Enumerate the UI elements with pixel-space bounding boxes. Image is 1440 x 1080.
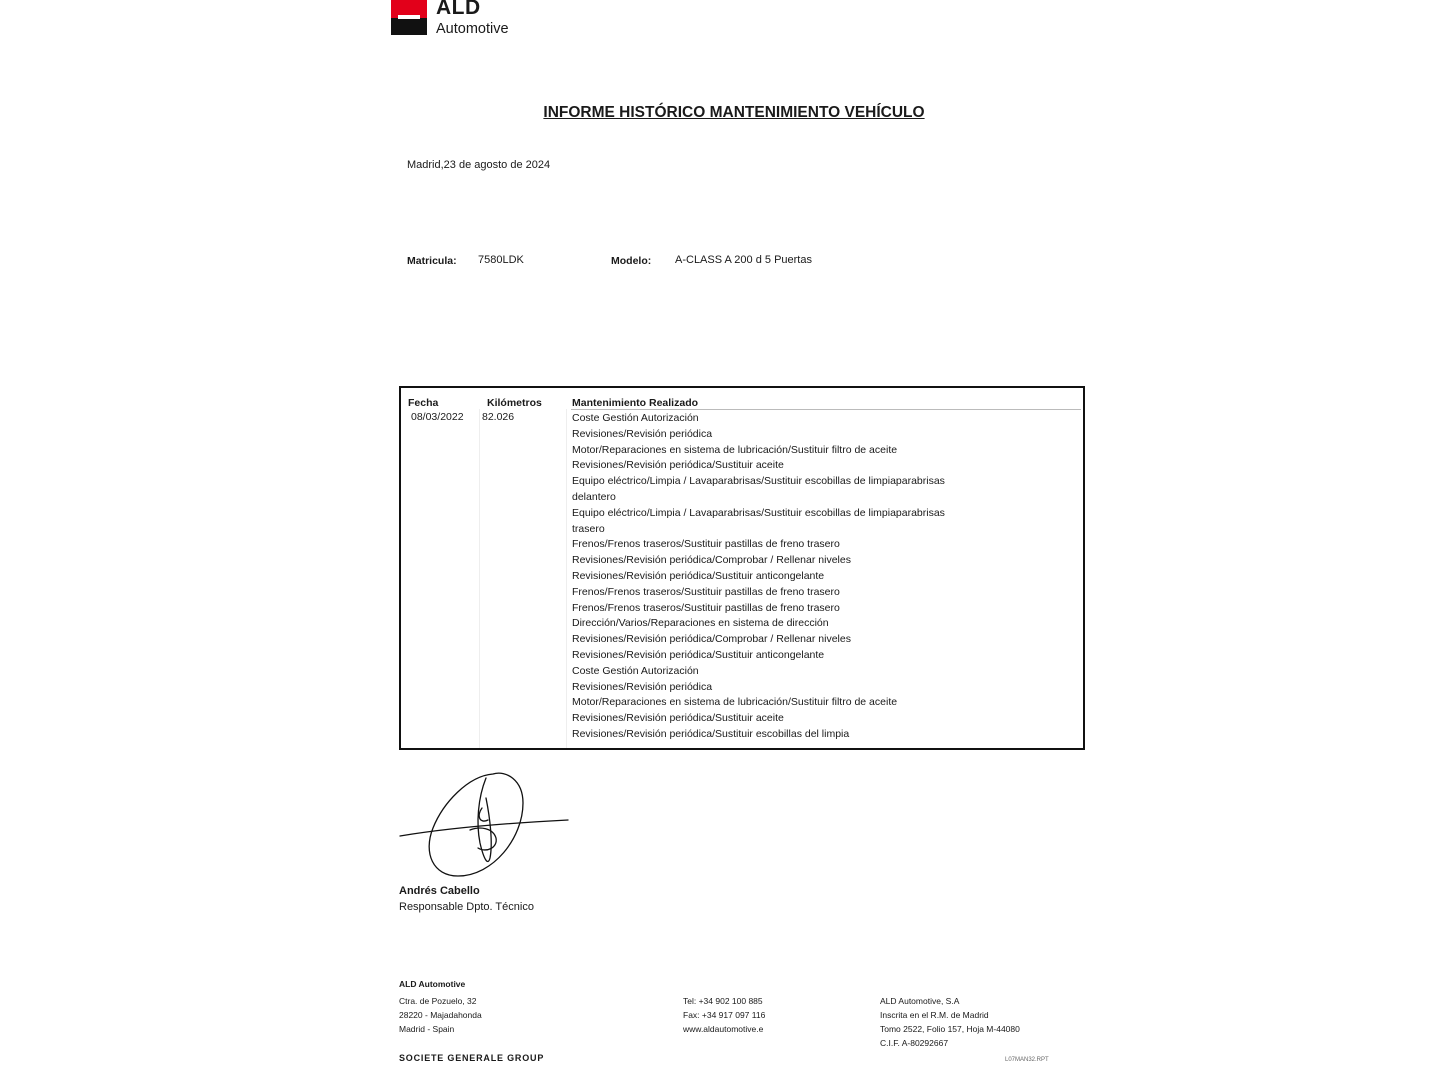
list-item: Dirección/Varios/Reparaciones en sistema de dirección [572, 617, 829, 630]
list-item: Equipo eléctrico/Limpia / Lavaparabrisas/Sustituir escobillas de limpiaparabrisas [572, 506, 945, 519]
model-label: Modelo: [611, 255, 652, 267]
ald-logo-mark [391, 0, 427, 35]
header-km: Kilómetros [487, 397, 542, 409]
list-item: Frenos/Frenos traseros/Sustituir pastillas de freno trasero [572, 585, 840, 598]
footer-phone: Tel: +34 902 100 885 [683, 996, 763, 1006]
footer-address [399, 994, 482, 1036]
footer-legal-line: C.I.F. A-80292667 [880, 1038, 949, 1048]
group-name: SOCIETE GENERALE GROUP [399, 1053, 545, 1063]
list-item: Motor/Reparaciones en sistema de lubricación/Sustituir filtro de aceite [572, 696, 898, 709]
signature-image [398, 768, 573, 883]
list-item: Revisiones/Revisión periódica/Comprobar / Rellenar niveles [572, 554, 851, 567]
list-item: delantero [572, 490, 616, 503]
list-item: Revisiones/Revisión periódica [572, 680, 713, 693]
logo-subtitle: Automotive [436, 21, 509, 37]
column-separator [479, 409, 480, 748]
signer-role: Responsable Dpto. Técnico [399, 901, 534, 913]
list-item: Revisiones/Revisión periódica/Sustituir aceite [572, 459, 784, 472]
list-item: Revisiones/Revisión periódica/Sustituir anticongelante [572, 648, 825, 661]
header-rule [571, 409, 1081, 410]
header-fecha: Fecha [408, 397, 439, 409]
list-item: trasero [572, 522, 605, 535]
footer-address-line: Madrid - Spain [399, 1024, 455, 1034]
footer-company: ALD Automotive [399, 979, 466, 989]
plate-label: Matricula: [407, 255, 457, 267]
list-item: Frenos/Frenos traseros/Sustituir pastillas de freno trasero [572, 601, 840, 614]
list-item: Equipo eléctrico/Limpia / Lavaparabrisas/Sustituir escobillas de limpiaparabrisas [572, 475, 945, 488]
footer-legal-line: Inscrita en el R.M. de Madrid [880, 1010, 989, 1020]
list-item: Coste Gestión Autorización [572, 664, 699, 677]
footer-website: www.aldautomotive.e [683, 1024, 764, 1034]
footer-fax: Fax: +34 917 097 116 [683, 1010, 766, 1020]
footer-legal [880, 994, 1020, 1050]
column-separator [566, 409, 567, 748]
model-value: A-CLASS A 200 d 5 Puertas [675, 254, 812, 266]
list-item: Revisiones/Revisión periódica/Sustituir escobillas del limpia [572, 727, 850, 740]
list-item: Coste Gestión Autorización [572, 412, 699, 424]
report-reference: L07MAN32.RPT [1005, 1057, 1049, 1063]
list-item: Motor/Reparaciones en sistema de lubricación/Sustituir filtro de aceite [572, 443, 898, 456]
footer-address-line: 28220 - Majadahonda [399, 1010, 482, 1020]
maintenance-table [399, 386, 1085, 750]
list-item: Revisiones/Revisión periódica/Sustituir anticongelante [572, 569, 825, 582]
document-title: INFORME HISTÓRICO MANTENIMIENTO VEHÍCULO [543, 104, 925, 121]
header-maintenance: Mantenimiento Realizado [572, 397, 699, 409]
date-line: Madrid,23 de agosto de 2024 [407, 159, 551, 171]
footer-address-line: Ctra. de Pozuelo, 32 [399, 996, 477, 1006]
footer-contact [683, 994, 765, 1036]
maintenance-list [572, 411, 1072, 743]
list-item: Revisiones/Revisión periódica [572, 427, 713, 440]
plate-value: 7580LDK [478, 254, 524, 266]
list-item: Revisiones/Revisión periódica/Comprobar / Rellenar niveles [572, 633, 851, 646]
footer-legal-line: Tomo 2522, Folio 157, Hoja M-44080 [880, 1024, 1020, 1034]
footer-legal-line: ALD Automotive, S.A [880, 996, 960, 1006]
row-km: 82.026 [482, 411, 515, 423]
list-item: Revisiones/Revisión periódica/Sustituir aceite [572, 712, 784, 725]
row-date: 08/03/2022 [411, 411, 464, 423]
signer-name: Andrés Cabello [399, 885, 480, 897]
list-item: Frenos/Frenos traseros/Sustituir pastillas de freno trasero [572, 538, 840, 551]
logo-brand: ALD [436, 0, 481, 19]
